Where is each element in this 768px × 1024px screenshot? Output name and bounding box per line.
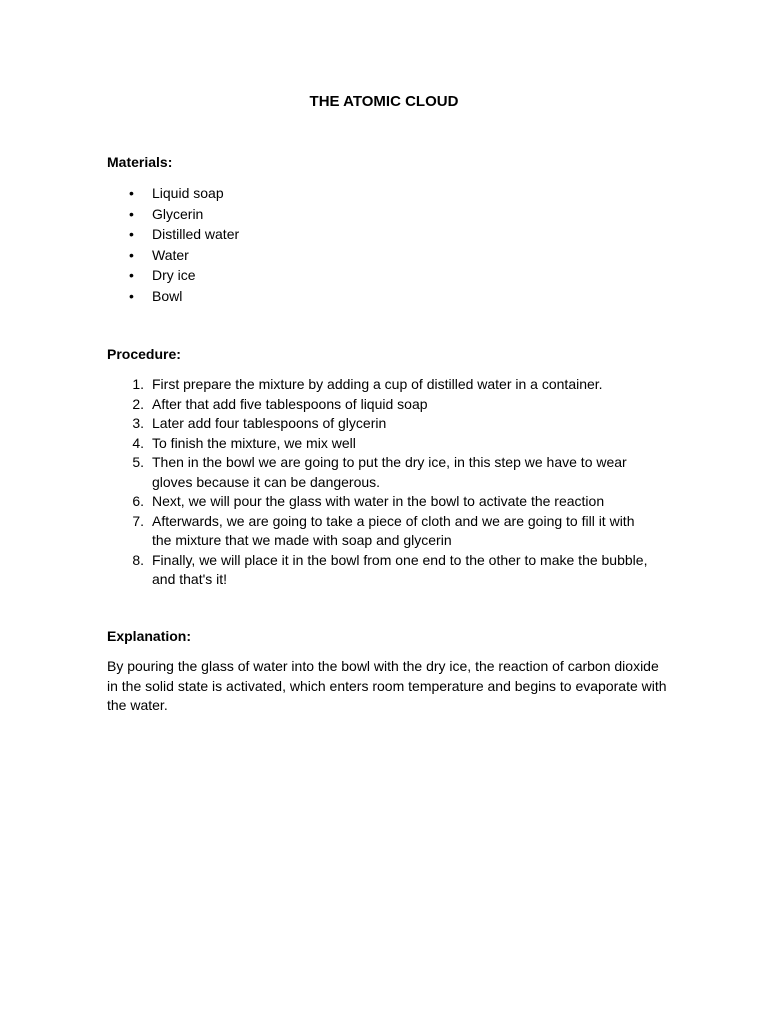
step-number: 3.	[132, 415, 144, 431]
step-text: After that add five tablespoons of liquid soap	[152, 395, 428, 412]
list-item	[0, 395, 768, 415]
list-item	[0, 434, 768, 454]
list-item	[0, 492, 768, 512]
explanation-paragraph: By pouring the glass of water into the bowl with the dry ice, the reaction of carbon dioxide in the solid state is activated, which enters room temperature and begins to evaporate with the water.	[107, 658, 667, 713]
list-item	[0, 375, 768, 395]
step-text: Afterwards, we are going to take a piece of cloth and we are going to fill it with the mixture that we made with soap and glycerin	[152, 512, 635, 548]
step-number: 5.	[132, 454, 144, 470]
explanation-heading: Explanation:	[107, 628, 192, 644]
material-text: Bowl	[152, 287, 183, 304]
bullet-icon: •	[129, 267, 134, 284]
step-number: 8.	[132, 551, 144, 568]
material-text: Liquid soap	[152, 185, 224, 201]
step-text: Finally, we will place it in the bowl from one end to the other to make the bubble, and that's it!	[152, 551, 648, 587]
bullet-icon: •	[129, 287, 134, 304]
list-item	[0, 551, 768, 590]
material-text: Dry ice	[152, 267, 196, 284]
list-item	[0, 512, 768, 551]
step-number: 1.	[132, 376, 144, 392]
bullet-icon: •	[129, 226, 134, 243]
step-text: Later add four tablespoons of glycerin	[152, 415, 387, 431]
bullet-icon: •	[129, 246, 134, 263]
procedure-list	[0, 375, 768, 590]
step-text: Next, we will pour the glass with water in the bowl to activate the reaction	[152, 493, 605, 509]
materials-heading: Materials:	[107, 154, 173, 170]
material-text: Water	[152, 246, 189, 263]
step-text: To finish the mixture, we mix well	[152, 434, 356, 451]
step-number: 6.	[132, 493, 144, 509]
step-number: 2.	[132, 395, 144, 412]
step-text: Then in the bowl we are going to put the dry ice, in this step we have to wear gloves because it can be dangerous.	[152, 454, 627, 490]
list-item	[0, 414, 768, 434]
step-text: First prepare the mixture by adding a cup of distilled water in a container.	[152, 376, 603, 392]
step-number: 7.	[132, 512, 144, 529]
bullet-icon: •	[129, 185, 134, 201]
material-text: Glycerin	[152, 205, 204, 222]
document-title: THE ATOMIC CLOUD	[309, 93, 459, 110]
step-number: 4.	[132, 434, 144, 451]
material-text: Distilled water	[152, 226, 240, 243]
list-item	[0, 453, 768, 492]
bullet-icon: •	[129, 205, 134, 222]
procedure-heading: Procedure:	[107, 346, 181, 362]
